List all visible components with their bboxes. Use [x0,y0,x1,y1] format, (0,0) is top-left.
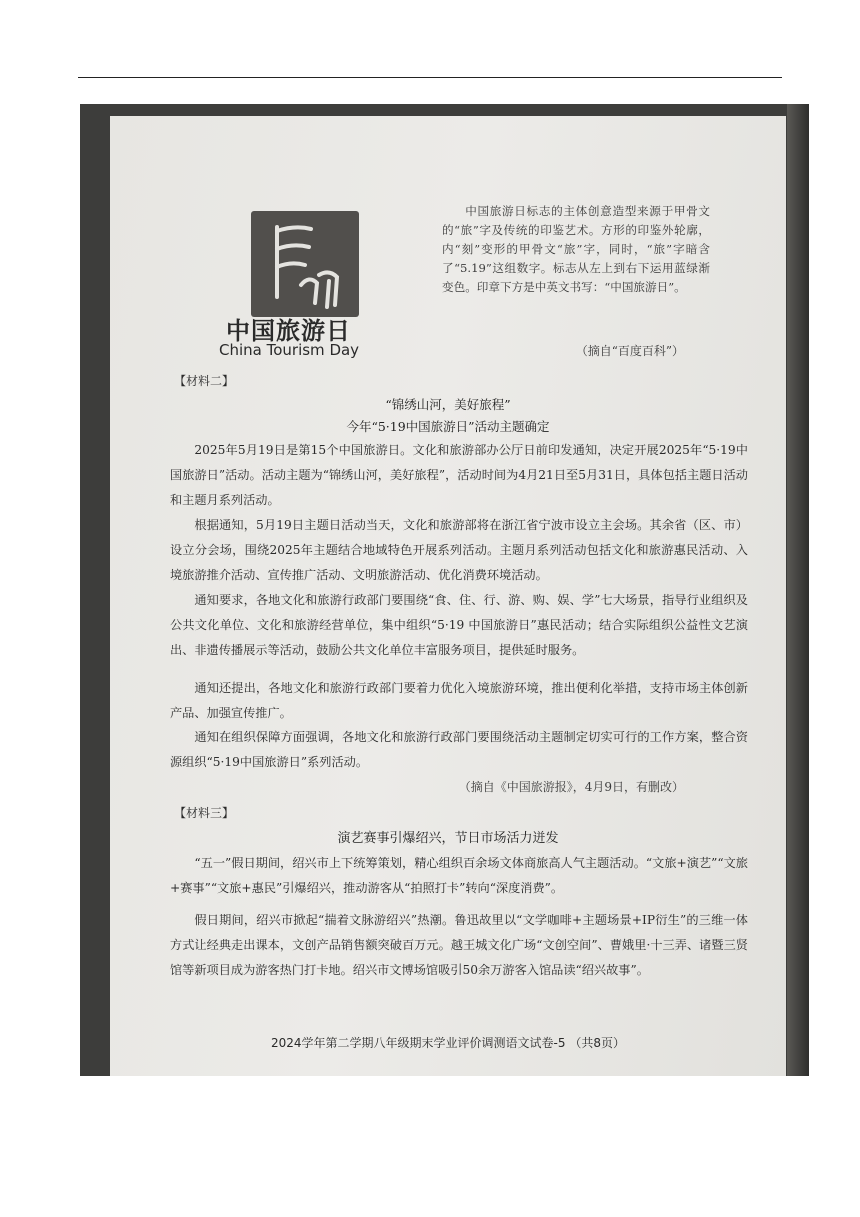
material-3-paragraph: 假日期间，绍兴市掀起“揣着文脉游绍兴”热潮。鲁迅故里以“文学咖啡+主题场景+IP衍生”的三维一体方式让经典走出课本，文创产品销售额突破百万元。越王城文化广场“文创空间”、曹娥里·十三弄、诸暨三贤馆等新项目成为游客热门打卡地。绍兴市文博场馆吸引50余万游客入馆品读“绍兴故事”。 [170,913,748,977]
material-3-label: 【材料三】 [174,806,235,820]
seal-icon [251,211,359,317]
material-3-paragraph: “五一”假日期间，绍兴市上下统筹策划，精心组织百余场文体商旅高人气主题活动。“文旅+演艺”“文旅+赛事”“文旅+惠民”引爆绍兴，推动游客从“拍照打卡”转向“深度消费”。 [170,856,748,895]
paper-sheet [110,116,786,1076]
material-2-paragraph: 通知在组织保障方面强调，各地文化和旅游行政部门要围绕活动主题制定切实可行的工作方案，整合资源组织“5·19中国旅游日”系列活动。 [170,730,748,769]
logo-english-name: China Tourism Day [219,341,360,359]
material-2-headline: “锦绣山河，美好旅程” [385,397,511,412]
intro-source: （摘自“百度百科”） [575,344,684,358]
material-2-paragraph: 根据通知，5月19日主题日活动当天，文化和旅游部将在浙江省宁波市设立主会场。其余省（区、市）设立分会场，围绕2025年主题结合地域特色开展系列活动。主题月系列活动包括文化和旅游惠民活动、入境旅游推介活动、宣传推广活动、文明旅游活动、优化消费环境活动。 [170,518,748,582]
logo-description: 中国旅游日标志的主体创意造型来源于甲骨文的“旅”字及传统的印鉴艺术。方形的印鉴外轮廓，内“刻”变形的甲骨文“旅”字，同时，“旅”字暗含了“5.19”这组数字。标志从左上到右下运用蓝绿渐变色。印章下方是中英文书写：“中国旅游日”。 [442,204,710,294]
photo-edge-shadow [787,104,809,1076]
scanned-page-photo [80,104,809,1076]
material-2-label: 【材料二】 [174,374,235,388]
material-2-paragraph: 通知要求，各地文化和旅游行政部门要围绕“食、住、行、游、购、娱、学”七大场景，指导行业组织及公共文化单位、文化和旅游经营单位，集中组织“5·19 中国旅游日”惠民活动；结合实际组织公益性文艺演出、非遗传播展示等活动，鼓励公共文化单位丰富服务项目，提供延时服务。 [170,593,748,657]
material-2-paragraph: 通知还提出，各地文化和旅游行政部门要着力优化入境旅游环境，推出便利化举措，支持市场主体创新产品、加强宣传推广。 [170,681,748,720]
material-3-headline: 演艺赛事引爆绍兴，节日市场活力迸发 [337,831,559,846]
tourism-day-logo [216,211,386,361]
material-2-subheadline: 今年“5·19中国旅游日”活动主题确定 [346,419,550,434]
material-2-paragraph: 2025年5月19日是第15个中国旅游日。文化和旅游部办公厅日前印发通知，决定开展2025年“5·19中国旅游日”活动。活动主题为“锦绣山河，美好旅程”，活动时间为4月21日至5月31日，具体包括主题日活动和主题月系列活动。 [170,443,748,507]
logo-chinese-name: 中国旅游日 [226,317,351,345]
page-footer: 2024学年第二学期八年级期末学业评价调测语文试卷-5 （共8页） [271,1036,625,1050]
material-2-source: （摘自《中国旅游报》，4月9日，有删改） [458,780,684,794]
top-rule [78,77,782,78]
